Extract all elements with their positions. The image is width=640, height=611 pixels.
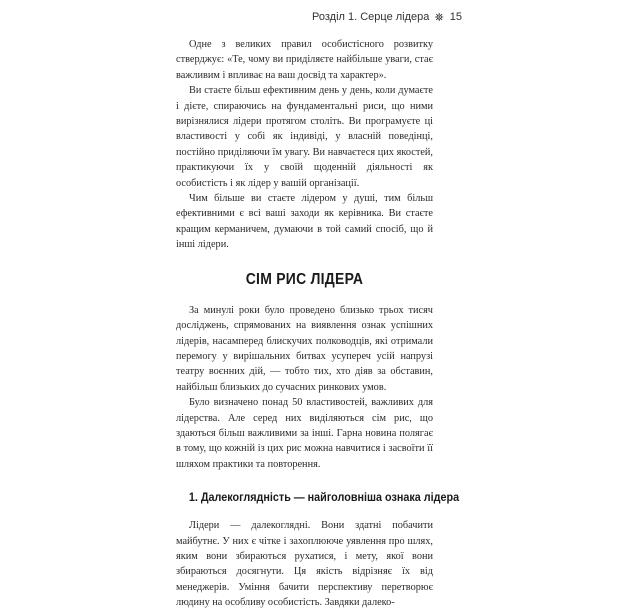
paragraph: За минулі роки було проведено близько трьох тисяч досліджень, спрямованих на виявлення ознак успішних лідерів, насамперед блискучих полководців, які отримали перемогу у вирішальних битвах усупереч усій напрузі театру воєнних дій, — тобто тих, хто діяв за обставин, найбільш близьких до сучасних ринкових умов. [176, 304, 433, 393]
running-head [312, 9, 462, 25]
paragraph: Чим більше ви стаєте лідером у душі, тим більш ефективними є всі ваші заходи як керівника. Ви стаєте кращим керманичем, думаючи в той самий спосіб, що й інші лідери. [176, 193, 433, 251]
section-title: СІМ РИС ЛІДЕРА [245, 270, 364, 288]
paragraph: Було визначено понад 50 властивостей, важливих для лідерства. Але серед них виділяються сім рис, що здаються більш важливими за інші. Гарна новина полягає в тому, що кожній із цих рис можна навчитися і засвоїти її шляхом практики та повторення. [176, 397, 433, 470]
paragraph: Ви стаєте більш ефективним день у день, коли думаєте і дієте, спираючись на фундаментальні риси, що ними вирізнялися лідери протягом століть. Ви програмуєте ці властивості у собі як індивіді, у власній поведінці, постійно приділяючи їм увагу. Ви навчаєтеся цих якостей, практикуючи їх у своїй щоденній діяльності як особистість і як лідер у вашій організації. [176, 85, 433, 189]
page-body [176, 37, 460, 611]
sun-icon [435, 9, 443, 25]
paragraph: Одне з великих правил особистісного розвитку стверджує: «Те, чому ви приділяєте найбільше уваги, стає важливим і впливає на ваш досвід та характер». [176, 39, 433, 81]
subsection-title: 1. Далекоглядність — найголовніша ознака лідера [188, 490, 460, 505]
page-number: 15 [449, 11, 462, 23]
chapter-title: Розділ 1. Серце лідера [312, 11, 430, 23]
paragraph: Лідери — далекоглядні. Вони здатні побачити майбутнє. У них є чітке і захоплююче уявлення про шлях, яким вони збираються рухатися, і мету, якої вони збираються досягнути. Ця якість відрізняє їх від менеджерів. Уміння бачити перспективу перетворює людину на особливу особистість. Завдяки далеко- [176, 520, 433, 609]
